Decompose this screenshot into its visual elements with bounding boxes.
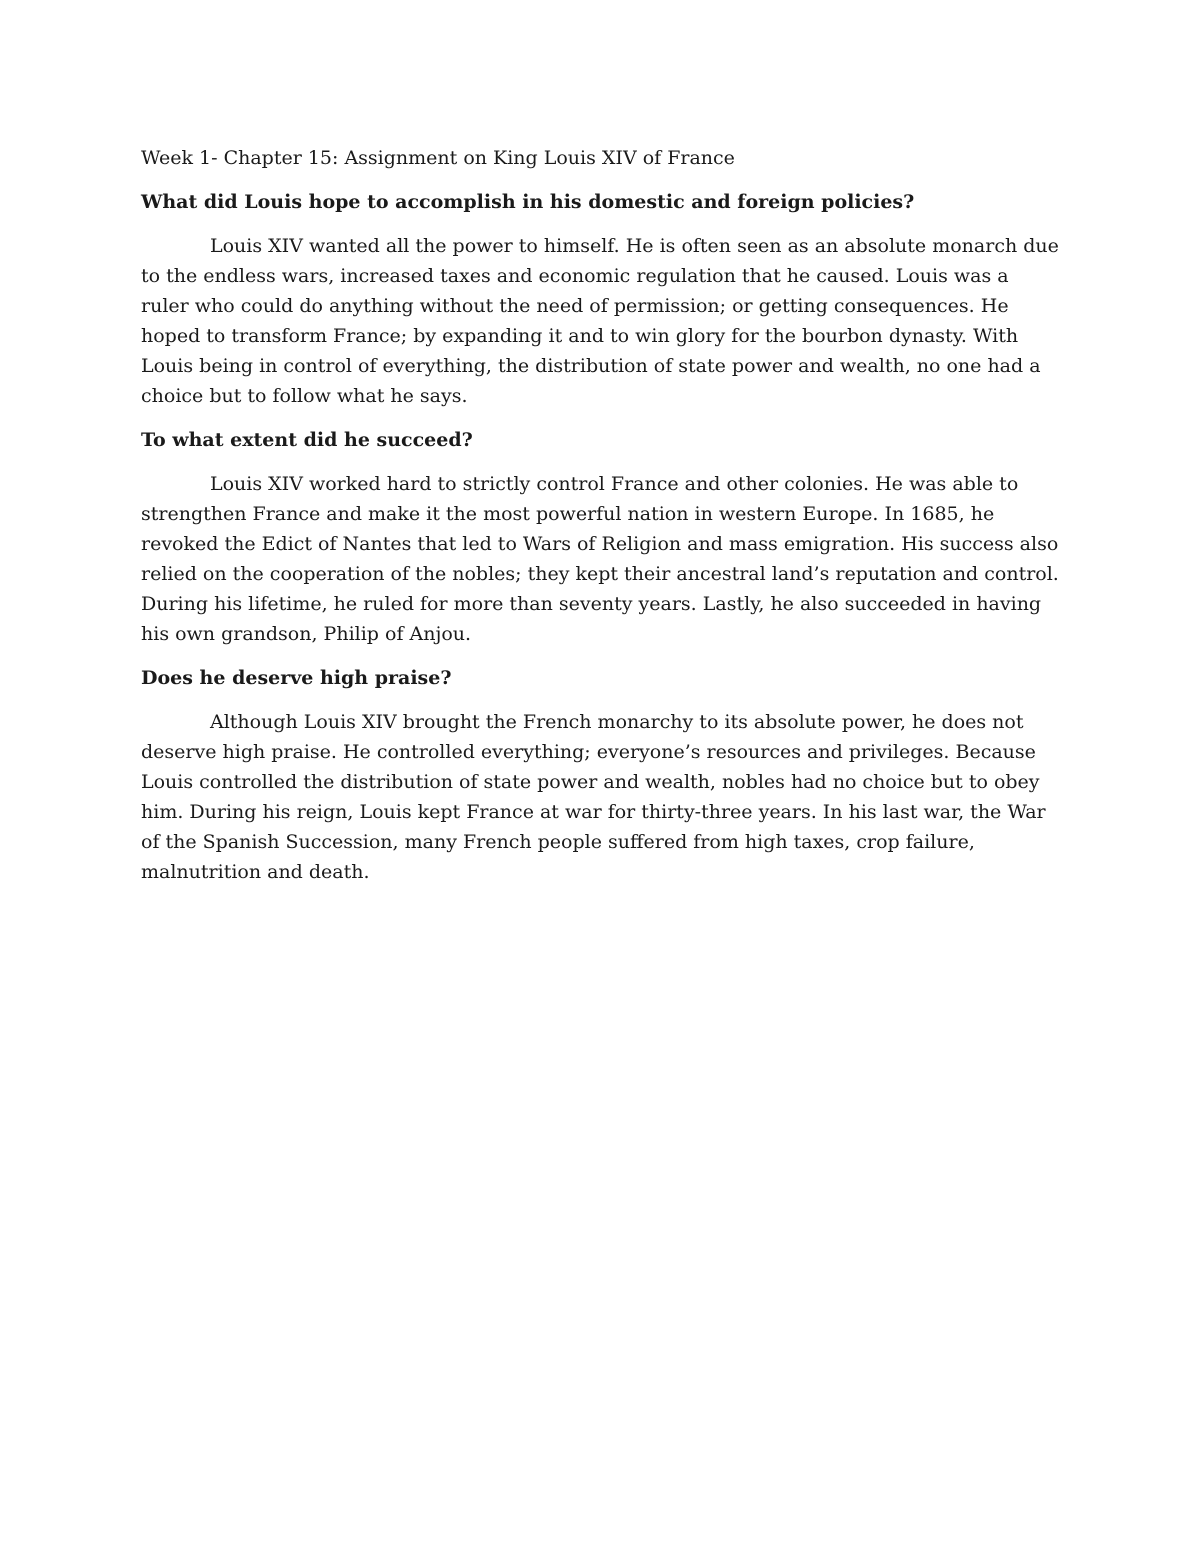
answer-paragraph: Louis XIV wanted all the power to himself. He is often seen as an absolute monarch due to the endless wars, increased taxes and economic regulation that he caused. Louis was a ruler who could do anything without the need of permission; or getting consequences. He hoped to transform France; by expanding it and to win glory for the bourbon dynasty. With Louis being in control of everything, the distribution of state power and wealth, no one had a choice but to follow what he says. (141, 235, 1059, 407)
answer-paragraph: Although Louis XIV brought the French monarchy to its absolute power, he does not deserve high praise. He controlled everything; everyone’s resources and privileges. Because Louis controlled the distribution of state power and wealth, nobles had no choice but to obey him. During his reign, Louis kept France at war for thirty-three years. In his last war, the War of the Spanish Succession, many French people suffered from high taxes, crop failure, malnutrition and death. (141, 711, 1046, 883)
document-body (141, 143, 1059, 901)
question-heading: What did Louis hope to accomplish in his domestic and foreign policies? (141, 191, 915, 213)
document-title: Week 1- Chapter 15: Assignment on King Louis XIV of France (141, 147, 735, 169)
question-heading: To what extent did he succeed? (141, 429, 473, 451)
answer-paragraph: Louis XIV worked hard to strictly control France and other colonies. He was able to strengthen France and make it the most powerful nation in western Europe. In 1685, he revoked the Edict of Nantes that led to Wars of Religion and mass emigration. His success also relied on the cooperation of the nobles; they kept their ancestral land’s reputation and control. During his lifetime, he ruled for more than seventy years. Lastly, he also succeeded in having his own grandson, Philip of Anjou. (141, 473, 1059, 645)
section-extent-of-success (141, 425, 1059, 649)
section-high-praise (141, 663, 1059, 887)
question-heading: Does he deserve high praise? (141, 667, 452, 689)
section-domestic-foreign-policies (141, 187, 1059, 411)
